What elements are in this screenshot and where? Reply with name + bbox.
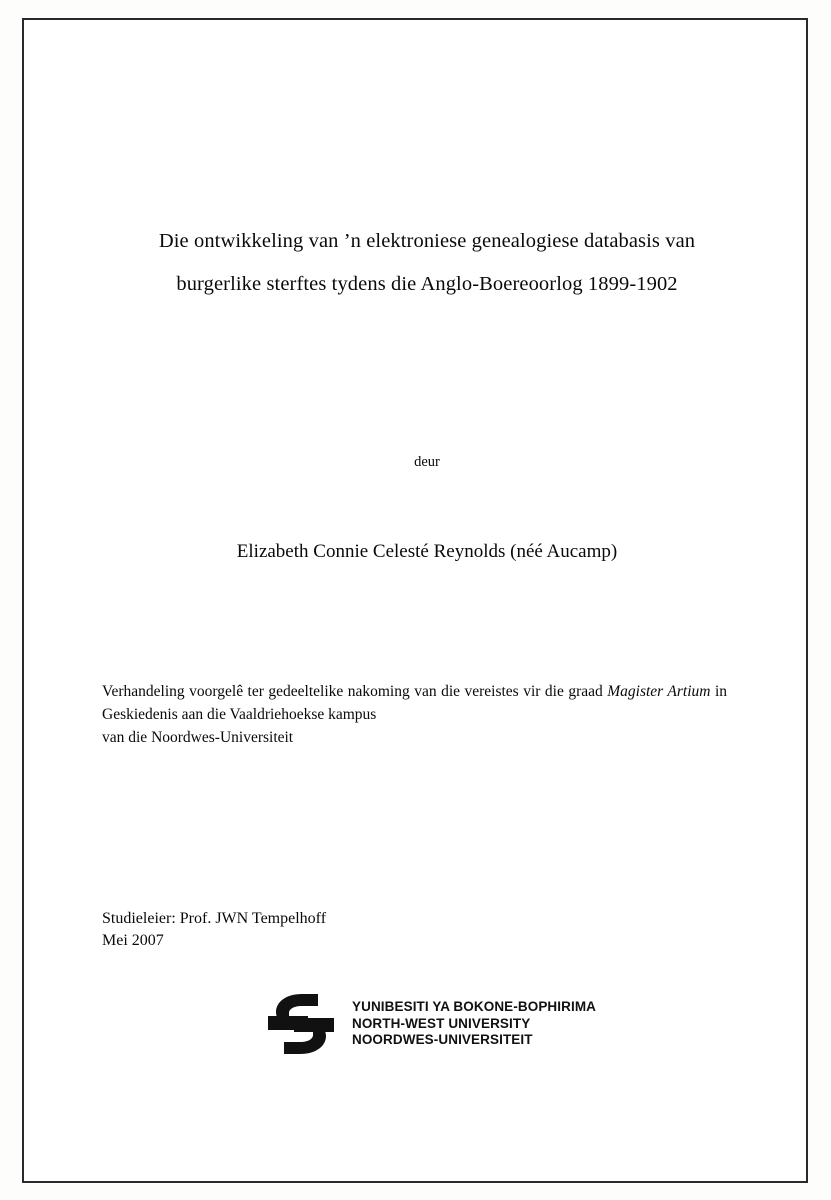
supervisor-name: Studieleier: Prof. JWN Tempelhoff <box>102 910 327 927</box>
title-page-content <box>102 20 752 1181</box>
logo-line-2: NORTH-WEST UNIVERSITY <box>351 1015 531 1031</box>
author-name: Elizabeth Connie Celesté Reynolds (néé Aucamp) <box>236 541 618 562</box>
degree-name: Magister Artium <box>607 683 711 700</box>
submission-statement <box>102 680 727 749</box>
nwu-logo-icon <box>258 988 344 1060</box>
logo-line-1: YUNIBESITI YA BOKONE-BOPHIRIMA <box>351 999 597 1015</box>
submission-part-2: in Geskiedenis aan die Vaaldriehoekse kampus <box>102 683 728 723</box>
university-logo <box>102 988 752 1060</box>
logo-text-block <box>352 999 596 1049</box>
title-line-1: Die ontwikkeling van ’n elektroniese genealogiese databasis van <box>158 230 696 252</box>
by-label: deur <box>414 454 440 470</box>
logo-line-3: NOORDWES-UNIVERSITEIT <box>351 1032 533 1048</box>
title-line-2: burgerlike sterftes tydens die Anglo-Boereoorlog 1899-1902 <box>176 273 678 295</box>
submission-date: Mei 2007 <box>102 932 164 949</box>
page-title <box>102 220 752 306</box>
page-border <box>22 18 808 1183</box>
submission-part-3: van die Noordwes-Universiteit <box>102 729 294 746</box>
submission-part-1: Verhandeling voorgelê ter gedeeltelike nakoming van die vereistes vir die graad <box>102 683 608 700</box>
supervisor-block <box>102 908 752 952</box>
